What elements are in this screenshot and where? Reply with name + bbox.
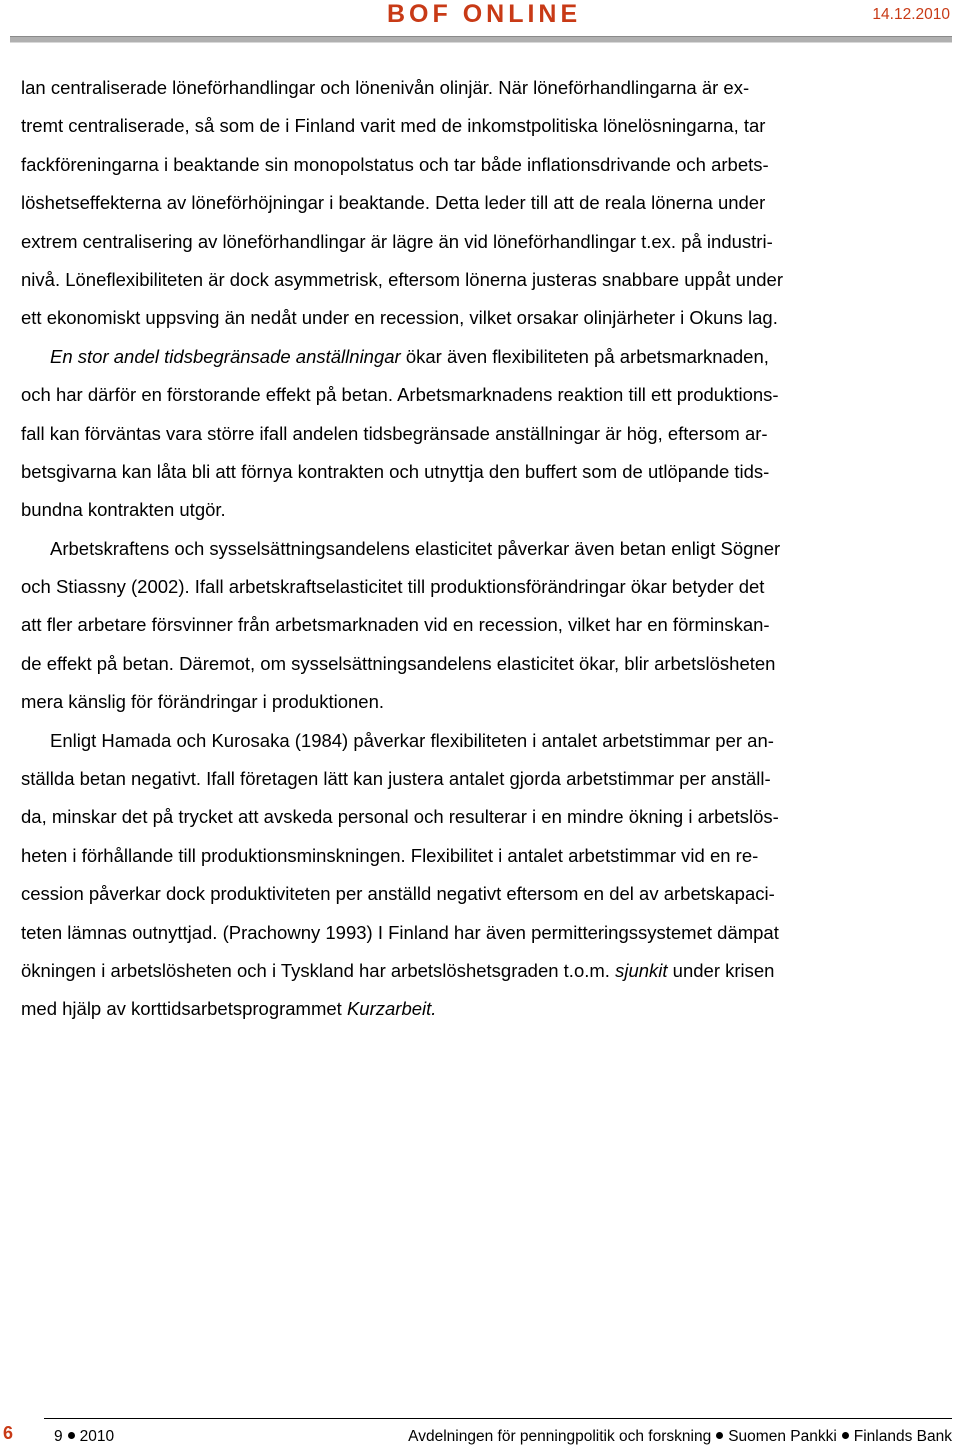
- issue-number: 9: [54, 1428, 63, 1445]
- text-line: betsgivarna kan låta bli att förnya kontrakten och utnyttja den buffert som de utlöpande tids-: [21, 460, 770, 482]
- text-line: [21, 338, 941, 376]
- text-span: med hjälp av korttidsarbetsprogrammet: [21, 998, 347, 1020]
- text-line: tremt centraliserade, så som de i Finland varit med de inkomstpolitiska lönelösningarna, tar: [21, 115, 766, 137]
- issue-info: [54, 1428, 114, 1446]
- bullet-icon: [842, 1432, 849, 1439]
- issue-year: 2010: [79, 1428, 115, 1445]
- text-line: Enligt Hamada och Kurosaka (1984) påverkar flexibiliteten i antalet arbetstimmar per an-: [50, 729, 774, 751]
- text-line: extrem centralisering av löneförhandlingar är lägre än vid löneförhandlingar t.ex. på industri-: [21, 230, 773, 252]
- text-line: mera känslig för förändringar i produktionen.: [21, 691, 384, 713]
- text-line: lan centraliserade löneförhandlingar och lönenivån olinjär. När löneförhandlingarna är ex-: [21, 77, 750, 98]
- text-line: ställda betan negativt. Ifall företagen lätt kan justera antalet gjorda arbetstimmar per anställ-: [21, 768, 771, 790]
- article-body: [21, 69, 941, 1029]
- text-span: under krisen: [667, 959, 775, 981]
- text-line: Arbetskraftens och sysselsättningsandelens elasticitet påverkar även betan enligt Sögner: [50, 537, 781, 559]
- text-line: fackföreningarna i beaktande sin monopolstatus och tar både inflationsdrivande och arbets-: [21, 153, 769, 175]
- italic-phrase: Kurzarbeit.: [346, 998, 437, 1020]
- footer-divider: [44, 1418, 952, 1419]
- text-line: teten lämnas outnyttjad. (Prachowny 1993) I Finland har även permitteringssystemet dämpat: [21, 921, 779, 943]
- text-line: bundna kontrakten utgör.: [21, 499, 226, 521]
- department-name: Avdelningen för penningpolitik och forskning: [408, 1428, 712, 1445]
- text-line: fall kan förväntas vara större ifall andelen tidsbegränsade anställningar är hög, eftersom ar-: [21, 422, 768, 444]
- bank-name-sv: Finlands Bank: [853, 1428, 952, 1445]
- bullet-icon: [716, 1432, 723, 1439]
- text-line: och har därför en förstorande effekt på betan. Arbetsmarknadens reaktion till ett produktions-: [21, 384, 779, 406]
- text-line: de effekt på betan. Däremot, om sysselsättningsandelens elasticitet ökar, blir arbetslösheten: [21, 652, 776, 674]
- text-line: heten i förhållande till produktionsminskningen. Flexibilitet i antalet arbetstimmar vid en re-: [21, 844, 759, 866]
- bullet-icon: [68, 1432, 75, 1439]
- text-line: att fler arbetare försvinner från arbetsmarknaden vid en recession, vilket har en förminskan-: [21, 614, 770, 636]
- page-header: [0, 0, 960, 36]
- text-line: nivå. Löneflexibiliteten är dock asymmetrisk, eftersom lönerna justeras snabbare uppåt under: [21, 268, 783, 290]
- department-info: [408, 1428, 952, 1446]
- text-span: ökar även flexibiliteten på arbetsmarknaden,: [400, 345, 769, 367]
- publication-date: 14.12.2010: [872, 6, 950, 23]
- publication-title: BOF ONLINE: [387, 0, 582, 28]
- text-line: ett ekonomiskt uppsving än nedåt under en recession, vilket orsakar olinjärheter i Okuns lag.: [21, 307, 778, 329]
- page-footer: [0, 1418, 960, 1450]
- text-line: da, minskar det på trycket att avskeda personal och resulterar i en mindre ökning i arbetslös-: [21, 806, 779, 828]
- text-line: löshetseffekterna av löneförhöjningar i beaktande. Detta leder till att de reala lönerna under: [21, 192, 766, 214]
- italic-phrase: sjunkit: [615, 959, 668, 981]
- text-line: [21, 952, 941, 990]
- italic-phrase: En stor andel tidsbegränsade anställningar: [50, 345, 401, 367]
- bank-name-fi: Suomen Pankki: [728, 1428, 837, 1445]
- header-divider: [10, 36, 952, 43]
- text-line: [21, 990, 941, 1028]
- text-line: cession påverkar dock produktiviteten per anställd negativt eftersom en del av arbetskapaci-: [21, 883, 775, 905]
- text-line: och Stiassny (2002). Ifall arbetskraftselasticitet till produktionsförändringar ökar betyder det: [21, 576, 765, 598]
- text-span: ökningen i arbetslösheten och i Tyskland har arbetslöshetsgraden t.o.m.: [21, 959, 616, 981]
- page-number: 6: [3, 1423, 14, 1443]
